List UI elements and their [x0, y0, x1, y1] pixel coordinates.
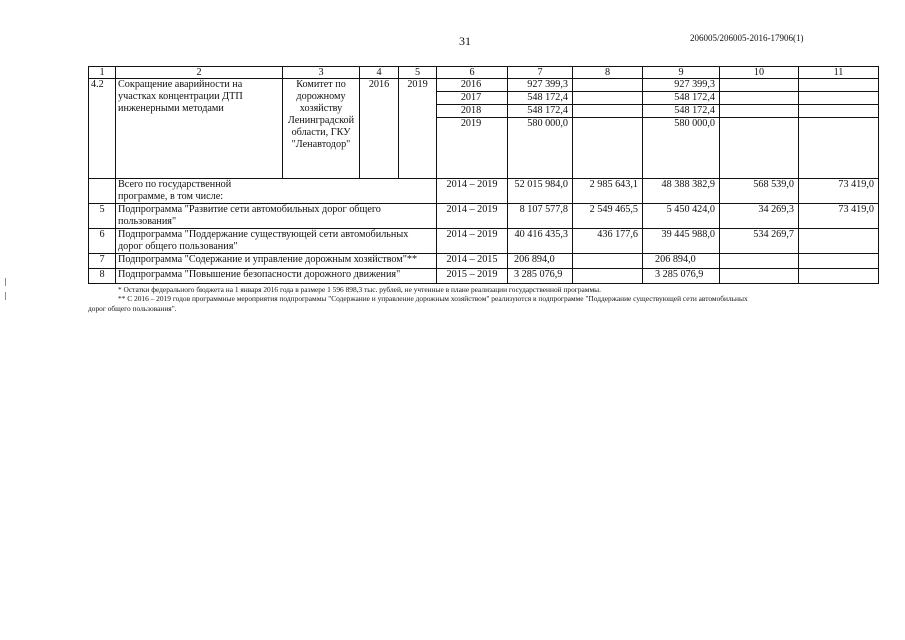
period: 2015 – 2019	[437, 269, 508, 284]
row-number: 5	[89, 204, 116, 229]
total-value: 8 107 577,8	[508, 204, 573, 229]
year-value: 2019	[460, 118, 482, 129]
regional-value: 39 445 988,0	[643, 229, 720, 254]
total-value: 206 894,0	[508, 254, 573, 269]
empty-subcell	[799, 118, 878, 130]
total-label: Всего по государственной программе, в том числе:	[116, 179, 437, 204]
year-value: 2016	[437, 79, 507, 92]
regional-value: 206 894,0	[643, 254, 720, 269]
footnote-2-line-1: ** С 2016 – 2019 годов программные мероприятия подпрограммы "Содержание и управление дорожным хозяйством" реализуются в подпрограмме "Поддержание существующей сети автомобильных	[118, 294, 748, 303]
year-federal-value	[573, 92, 642, 105]
table-header-row	[89, 67, 879, 79]
subprogram-label: Подпрограмма "Повышение безопасности дорожного движения"	[116, 269, 437, 284]
local-by-year-cell	[720, 79, 799, 179]
column-header: 2	[116, 67, 283, 79]
column-header: 4	[360, 67, 399, 79]
subprogram-label: Подпрограмма "Поддержание существующей сети автомобильных дорог общего пользования"	[116, 229, 437, 254]
total-value: 40 416 435,3	[508, 229, 573, 254]
year-regional-value: 548 172,4	[643, 105, 719, 118]
footnote-2-line-2: дорог общего пользования".	[88, 304, 177, 313]
year-regional-value: 548 172,4	[643, 92, 719, 105]
empty-subcell	[720, 79, 798, 92]
row-number: 7	[89, 254, 116, 269]
empty-subcell	[799, 92, 878, 105]
years-cell	[437, 79, 508, 179]
year-regional-value: 927 399,3	[643, 79, 719, 92]
federal-value	[573, 269, 643, 284]
empty-subcell	[720, 118, 798, 130]
federal-value: 2 985 643,1	[573, 179, 643, 204]
column-header: 1	[89, 67, 116, 79]
year-total-value: 548 172,4	[508, 105, 572, 118]
row-number: 8	[89, 269, 116, 284]
other-value	[799, 254, 879, 269]
period: 2014 – 2015	[437, 254, 508, 269]
other-value: 73 419,0	[799, 179, 879, 204]
regional-value: 3 285 076,9	[643, 269, 720, 284]
regional-by-year-cell	[643, 79, 720, 179]
column-header: 7	[508, 67, 573, 79]
year-regional-value: 580 000,0	[674, 118, 715, 129]
executor-name: Комитет по дорожному хозяйству Ленинградской области, ГКУ "Ленавтодор"	[283, 79, 360, 179]
total-value: 3 285 076,9	[508, 269, 573, 284]
year-value: 2017	[437, 92, 507, 105]
column-header: 3	[283, 67, 360, 79]
budget-table	[88, 66, 879, 284]
column-header: 8	[573, 67, 643, 79]
column-header: 10	[720, 67, 799, 79]
table-row-7	[89, 254, 879, 269]
total-value: 52 015 984,0	[508, 179, 573, 204]
table-row-total	[89, 179, 879, 204]
regional-value: 5 450 424,0	[643, 204, 720, 229]
local-value: 534 269,7	[720, 229, 799, 254]
empty-subcell	[799, 79, 878, 92]
empty-subcell	[720, 92, 798, 105]
margin-mark	[5, 292, 6, 300]
local-value: 34 269,3	[720, 204, 799, 229]
federal-value: 2 549 465,5	[573, 204, 643, 229]
year-total-value: 927 399,3	[508, 79, 572, 92]
column-header: 11	[799, 67, 879, 79]
subprogram-label: Подпрограмма "Содержание и управление дорожным хозяйством"**	[116, 254, 437, 269]
period: 2014 – 2019	[437, 204, 508, 229]
federal-value	[573, 254, 643, 269]
year-federal-value	[573, 118, 642, 130]
federal-value: 436 177,6	[573, 229, 643, 254]
year-value: 2018	[437, 105, 507, 118]
row-number: 6	[89, 229, 116, 254]
activity-name: Сокращение аварийности на участках концентрации ДТП инженерными методами	[116, 79, 283, 179]
table-row-4-2	[89, 79, 879, 179]
year-federal-value	[573, 79, 642, 92]
page-number: 31	[459, 34, 471, 48]
document-code: 206005/206005-2016-17906(1)	[690, 33, 804, 43]
other-value: 73 419,0	[799, 204, 879, 229]
footnote-1: * Остатки федерального бюджета на 1 января 2016 года в размере 1 596 898,3 тыс. рублей, не учтенные в плане реализации государственной программы.	[118, 285, 601, 294]
table-row-5	[89, 204, 879, 229]
table-row-8	[89, 269, 879, 284]
empty-cell	[89, 179, 116, 204]
federal-by-year-cell	[573, 79, 643, 179]
year-federal-value	[573, 105, 642, 118]
other-value	[799, 269, 879, 284]
local-value	[720, 269, 799, 284]
period: 2014 – 2019	[437, 229, 508, 254]
subprogram-label: Подпрограмма "Развитие сети автомобильных дорог общего пользования"	[116, 204, 437, 229]
period: 2014 – 2019	[437, 179, 508, 204]
column-header: 9	[643, 67, 720, 79]
empty-subcell	[720, 105, 798, 118]
margin-mark	[5, 278, 6, 286]
table-row-6	[89, 229, 879, 254]
other-by-year-cell	[799, 79, 879, 179]
local-value	[720, 254, 799, 269]
year-total-value: 580 000,0	[527, 118, 568, 129]
total-by-year-cell	[508, 79, 573, 179]
column-header: 5	[399, 67, 437, 79]
end-year: 2019	[399, 79, 437, 179]
empty-subcell	[799, 105, 878, 118]
footnote-divider	[118, 283, 226, 284]
year-total-value: 548 172,4	[508, 92, 572, 105]
local-value: 568 539,0	[720, 179, 799, 204]
row-number: 4.2	[89, 79, 116, 179]
other-value	[799, 229, 879, 254]
column-header: 6	[437, 67, 508, 79]
start-year: 2016	[360, 79, 399, 179]
regional-value: 48 388 382,9	[643, 179, 720, 204]
